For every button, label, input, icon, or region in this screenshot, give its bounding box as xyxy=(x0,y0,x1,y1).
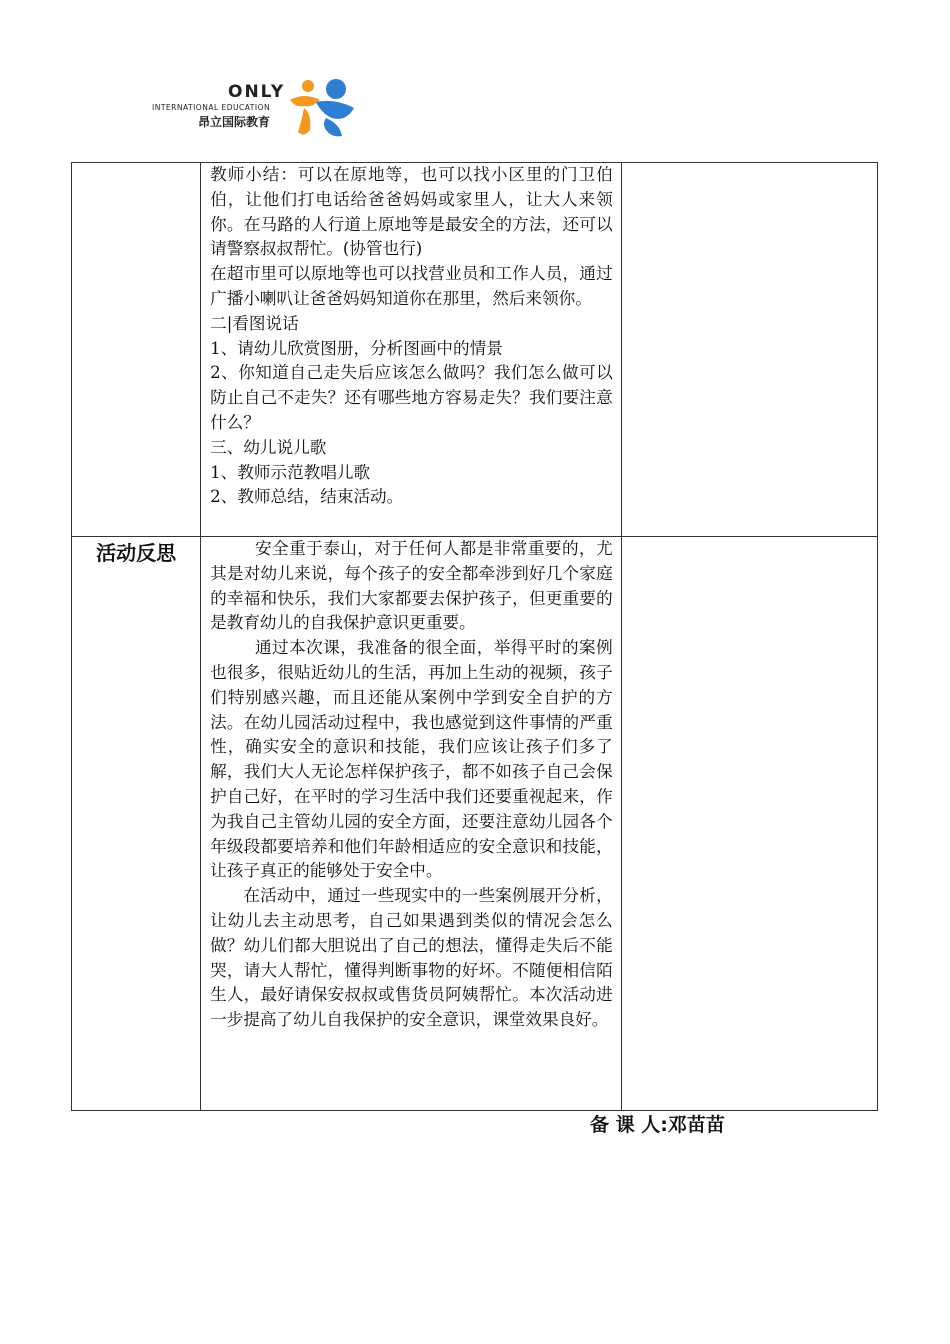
table-row-activity-process xyxy=(72,163,878,537)
reflection-content-cell xyxy=(201,537,622,1111)
row1-content-cell xyxy=(201,163,622,537)
lesson-plan-table xyxy=(71,162,878,1111)
step-three-item-2: 2、教师总结，结束活动。 xyxy=(210,487,404,507)
table-row-reflection xyxy=(72,537,878,1111)
logo-figures-icon xyxy=(282,78,358,140)
step-three-item-1: 1、教师示范教唱儿歌 xyxy=(210,462,371,482)
logo xyxy=(150,78,360,140)
reflection-label: 活动反思 xyxy=(72,537,201,1111)
teacher-summary-paragraph: 教师小结：可以在原地等，也可以找小区里的门卫伯伯，让他们打电话给爸爸妈妈或家里人，让大人来领你。在马路的人行道上原地等是最安全的方法，还可以请警察叔叔帮忙。(协管也行) xyxy=(210,165,613,259)
logo-brand: ONLY xyxy=(228,82,286,102)
reflection-paragraph-1: 安全重于泰山，对于任何人都是非常重要的，尤其是对幼儿来说，每个孩子的安全都牵涉到好几个家庭的幸福和快乐，我们大家都要去保护孩子，但更重要的是教育幼儿的自我保护意识更重要。 xyxy=(210,539,613,633)
step-three-heading: 三、幼儿说儿歌 xyxy=(210,437,327,457)
reflection-paragraph-2: 通过本次课，我准备的很全面，举得平时的案例也很多，很贴近幼儿的生活，再加上生动的视频，孩子们特别感兴趣，而且还能从案例中学到安全自护的方法。在幼儿园活动过程中，我也感觉到这件事情的严重性，确实安全的意识和技能，我们应该让孩子们多了解，我们大人无论怎样保护孩子，都不如孩子自己会保护自己好，在平时的学习生活中我们还要重视起来，作为我自己主管幼儿园的安全方面，还要注意幼儿园各个年级段都要培养和他们年龄相适应的安全意识和技能，让孩子真正的能够处于安全中。 xyxy=(210,638,613,881)
logo-chinese: 昂立国际教育 xyxy=(198,115,271,129)
step-two-item-2: 2、你知道自己走失后应该怎么做吗？我们怎么做可以防止自己不走失？还有哪些地方容易走失？我们要注意什么？ xyxy=(210,363,613,432)
reflection-paragraph-3: 在活动中，通过一些现实中的一些案例展开分析，让幼儿去主动思考，自己如果遇到类似的情况会怎么做？幼儿们都大胆说出了自己的想法，懂得走失后不能哭，请大人帮忙，懂得判断事物的好坏。不随便相信陌生人，最好请保安叔叔或售货员阿姨帮忙。本次活动进一步提高了幼儿自我保护的安全意识，课堂效果良好。 xyxy=(210,886,613,1030)
row1-notes-cell xyxy=(621,163,877,537)
step-two-item-1: 1、请幼儿欣赏图册，分析图画中的情景 xyxy=(210,338,503,358)
row2-notes-cell xyxy=(621,537,877,1111)
row1-label-cell xyxy=(72,163,201,537)
step-two-heading: 二|看图说话 xyxy=(210,313,299,333)
preparer-signature: 备 课 人:邓苗苗 xyxy=(590,1114,725,1136)
supermarket-paragraph: 在超市里可以原地等也可以找营业员和工作人员，通过广播小喇叭让爸爸妈妈知道你在那里，然后来领你。 xyxy=(210,264,613,308)
logo-subtitle: INTERNATIONAL EDUCATION xyxy=(152,103,271,112)
